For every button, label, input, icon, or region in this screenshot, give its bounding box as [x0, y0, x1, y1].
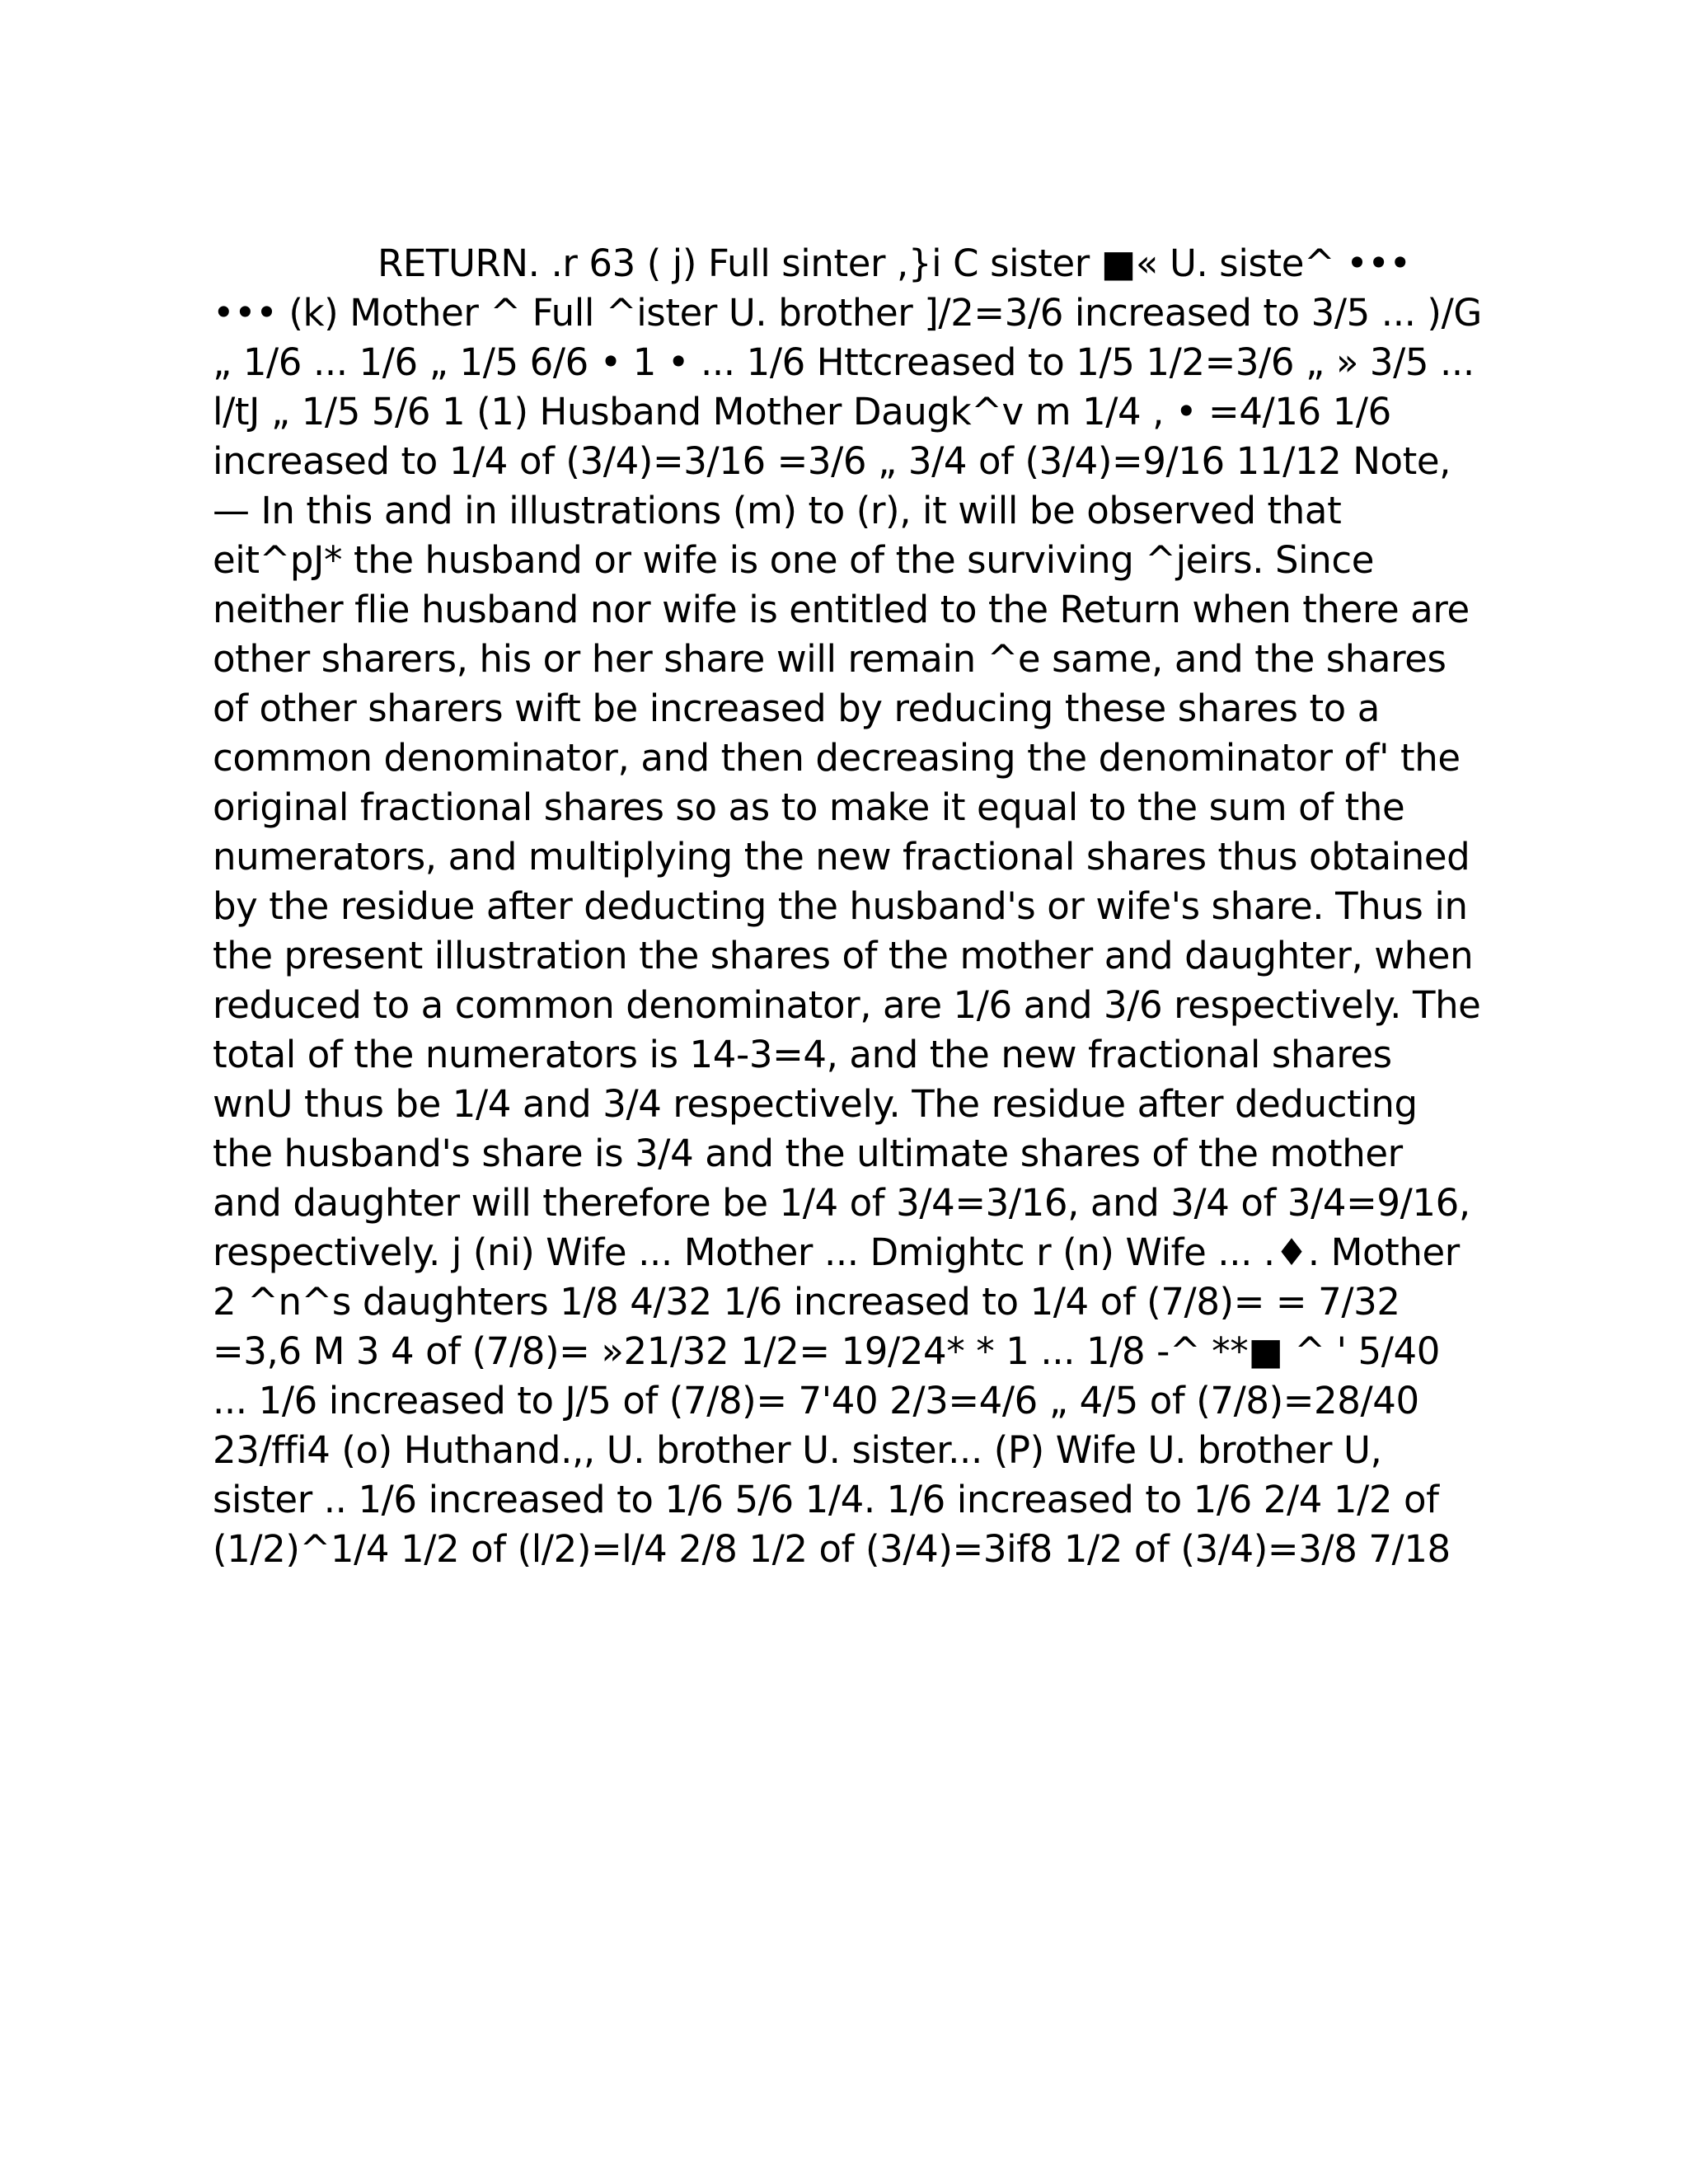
body-text: RETURN. .r 63 ( j) Full sinter ,}i C sister ■« U. siste^ ••• ••• (k) Mother ^ Full ^ister U. brother ]/2=3/6 increased to 3/5 ... )/G „ 1/6 ... 1/6 „ 1/5 6/6 • 1 • ... 1/6 Httcreased to 1/5 1/2=3/6 „ » 3/5 ... l/tJ „ 1/5 5/6 1 (1) Husband Mother Daugk^v m 1/4 , • =4/16 1/6 increased to 1/4 of (3/4)=3/16 =3/6 „ 3/4 of (3/4)=9/16 11/12 Note, — In this and in illustrations (m) to (r), it will be observed that eit^pJ* the husband or wife is one of the surviving ^jeirs. Since neither flie husband nor wife is entitled to the Return when there are other sharers, his or her share will remain ^e same, and the shares of other sharers wift be increased by reducing these shares to a common denominator, and then decreasing the denominator of' the original fractional shares so as to make it equal to the sum of the numerators, and multiplying the new fractional shares thus obtained by the residue after deducting the husband's or wife's share. Thus in the present illustration the shares of the mother and daughter, when reduced to a common denominator, are 1/6 and 3/6 respectively. The total of the numerators is 14-3=4, and the new fractional shares wnU thus be 1/4 and 3/4 respectively. The residue after deducting the husband's share is 3/4 and the ultimate shares of the mother and daughter will therefore be 1/4 of 3/4=3/16, and 3/4 of 3/4=9/16, respectively. j (ni) Wife ... Mother ... Dmightc r (n) Wife ... .♦. Mother 2 ^n^s daughters 1/8 4/32 1/6 increased to 1/4 of (7/8)= = 7/32 =3,6 M 3 4 of (7/8)= »21/32 1/2= 19/24* * 1 ... 1/8 -^ **■ ^ ' 5/40 ... 1/6 increased to J/5 of (7/8)= 7'40 2/3=4/6 „ 4/5 of (7/8)=28/40 23/ffi4 (o) Huthand.,, U. brother U. sister... (P) Wife U. brother U, sister .. 1/6 increased to 1/6 5/6 1/4. 1/6 increased to 1/6 2/4 1/2 of (1/2)^1/4 1/2 of (l/2)=l/4 2/8 1/2 of (3/4)=3if8 1/2 of (3/4)=3/8 7/18: [213, 241, 1482, 1571]
